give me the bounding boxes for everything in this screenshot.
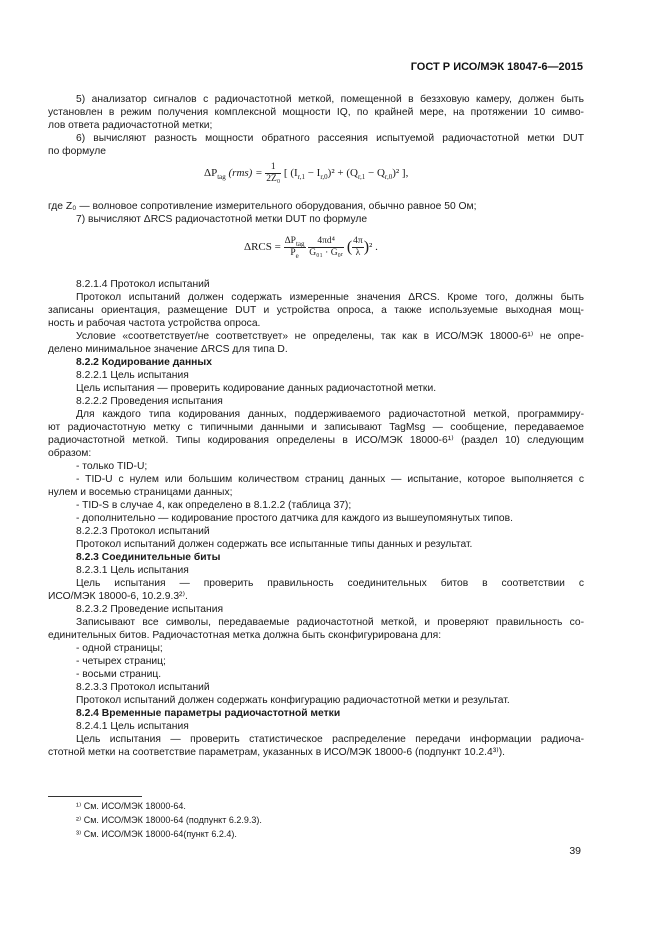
- text-line: Цель испытания — проверить кодирование данных радиочастотной метки.: [76, 383, 437, 394]
- formula1-b6: r,1: [357, 173, 366, 182]
- formula1-b7: − Q: [365, 167, 385, 180]
- text-line: Протокол испытаний должен содержать измеренные значения ΔRCS. Кроме того, должны быть: [76, 292, 584, 303]
- section-heading: 8.2.3 Соединительные биты: [76, 552, 221, 563]
- text-line: нулем и восемью страницами данных;: [48, 487, 233, 498]
- text-line: 7) вычисляют ΔRCS радиочастотной метки DUT по формуле: [76, 214, 368, 225]
- formula1-arg: (rms) =: [228, 167, 263, 180]
- formula2-frac1: [284, 236, 306, 259]
- footnote-1: ¹⁾ См. ИСО/МЭК 18000-64.: [76, 801, 186, 811]
- text-line: радиочастотной меткой. Типы кодирования определены в ИСО/МЭК 18000-6¹⁾ (раздел 10) следующим: [48, 435, 584, 446]
- text-line: 8.2.2.2 Проведения испытания: [76, 396, 223, 407]
- text-line: - TID-U с нулем или большим количеством страниц данных — испытание, которое выполняется с: [76, 474, 584, 485]
- formula1-fraction: [265, 162, 281, 185]
- text-line: стотной метки на соответствие параметрам, указанных в ИСО/МЭК 18000-6 (подпункт 10.2.4³⁾).: [48, 747, 505, 758]
- text-line: - четырех страниц;: [76, 656, 166, 667]
- footnote-separator: [48, 796, 142, 797]
- formula2-f1-den: P: [290, 248, 296, 258]
- text-line: - одной страницы;: [76, 643, 163, 654]
- page-number: 39: [569, 845, 581, 857]
- text-line: Протокол испытаний должен содержать конфигурацию радиочастотной метки и результат.: [76, 695, 510, 706]
- section-heading: 8.2.2 Кодирование данных: [76, 357, 212, 368]
- text-line: - восьми страниц.: [76, 669, 162, 680]
- text-line: ИСО/МЭК 18000-6, 10.2.9.3²⁾.: [48, 591, 188, 602]
- text-line: Протокол испытаний должен содержать все испытанные типы данных и результат.: [76, 539, 473, 550]
- formula2-lhs: ΔRCS =: [244, 241, 281, 254]
- section-heading: 8.2.4 Временные параметры радиочастотной метки: [76, 708, 341, 719]
- text-line: Для каждого типа кодирования данных, поддерживаемого радиочастотной меткой, программиру-: [76, 409, 584, 420]
- text-line: - дополнительно — кодирование простого датчика для каждого из вышеупомянутых типов.: [76, 513, 513, 524]
- formula2-f1-num-sub: tag: [295, 239, 305, 248]
- text-line: Цель испытания — проверить статистическое распределение передачи информации радиоча-: [76, 734, 584, 745]
- text-line: ют радиочастотную метку с типичными данными и записывают TagMsg — сообщение, передаваемое: [48, 422, 584, 433]
- formula1-lhs: ΔP: [204, 167, 218, 180]
- text-line: 8.2.3.3 Протокол испытаний: [76, 682, 210, 693]
- standard-header: ГОСТ Р ИСО/МЭК 18047-6—2015: [410, 61, 583, 73]
- text-line: - только TID-U;: [76, 461, 148, 472]
- text-line: Цель испытания — проверить правильность соединительных битов в соответствии с: [76, 578, 584, 589]
- text-line: 8.2.4.1 Цель испытания: [76, 721, 189, 732]
- formula1-body: [ (I: [283, 167, 298, 180]
- text-line: лов ответа радиочастотной метки;: [48, 120, 213, 131]
- text-line: - TID-S в случае 4, как определено в 8.1.2.2 (таблица 37);: [76, 500, 352, 511]
- footnote-2: ²⁾ См. ИСО/МЭК 18000-64 (подпункт 6.2.9.3).: [76, 815, 262, 825]
- text-line: Условие «соответствует/не соответствует» не определены, так как в ИСО/МЭК 18000-6¹⁾ не опре-: [76, 331, 584, 342]
- formula1-den: 2Z₀: [266, 174, 281, 184]
- text-line: по формуле: [48, 146, 106, 157]
- formula-delta-rcs: ΔRCS = $\frac{\Delta P_{tag}}{P_e}$ $\frac{\text{4πd⁴}}{\text{G₀₁ · G₀ᵣ}}$ ( $\frac{4\pi}{\lambda}$ )² .: [244, 236, 378, 260]
- formula2-frac3: [352, 236, 364, 259]
- text-line: 8.2.2.3 Протокол испытаний: [76, 526, 210, 537]
- formula1-b4: r,0: [320, 173, 328, 182]
- footnote-3: ³⁾ См. ИСО/МЭК 18000-64(пункт 6.2.4).: [76, 829, 237, 839]
- formula2-tail: ² .: [369, 241, 378, 254]
- text-line: 8.2.3.1 Цель испытания: [76, 565, 189, 576]
- formula2-f1-num: ΔP: [284, 236, 296, 246]
- formula-delta-p-tag: [204, 162, 408, 185]
- text-line: делено минимальное значение ΔRCS для типа D.: [48, 344, 288, 355]
- text-line: 5) анализатор сигналов с радиочастотной меткой, помещенной в беззховую камеру, должен быть: [76, 94, 584, 105]
- formula2-f2-den: G₀₁ · G₀ᵣ: [309, 248, 344, 258]
- text-line: ность и рабочая частота устройства опроса.: [48, 318, 261, 329]
- formula2-frac2: [308, 236, 344, 259]
- text-line: 6) вычисляют разность мощности обратного рассеяния испытуемой радиочастотной метки DUT: [76, 133, 584, 144]
- formula1-b5: )² + (Q: [327, 167, 358, 180]
- text-line: 8.2.1.4 Протокол испытаний: [76, 279, 210, 290]
- formula2-f2-num: 4πd⁴: [308, 236, 344, 248]
- text-line: где Z₀ — волновое сопротивление измерительного оборудования, обычно равное 50 Ом;: [48, 201, 477, 212]
- formula1-lhs-sub: tag: [217, 173, 226, 182]
- text-line: 8.2.3.2 Проведение испытания: [76, 604, 224, 615]
- text-line: 8.2.2.1 Цель испытания: [76, 370, 189, 381]
- formula2-f3-den: λ: [355, 248, 361, 258]
- text-line: образом:: [48, 448, 92, 459]
- text-line: единительных битов. Радиочастотная метка должна быть сконфигурирована для:: [48, 630, 442, 641]
- formula1-num: 1: [265, 162, 281, 174]
- formula1-b8: r,0: [384, 173, 393, 182]
- text-line: установлен в режим получения комплексной мощности IQ, по крайней мере, на протяжении 10 симво-: [48, 107, 584, 118]
- text-line: записаны ориентация, размещение DUT и устройства опроса, а также используемые выходная мощ-: [48, 305, 584, 316]
- formula1-b2: r,1: [297, 173, 305, 182]
- text-line: Записывают все символы, передаваемые радиочастотной меткой, и проверяют правильность со-: [76, 617, 584, 628]
- formula1-b9: )² ],: [392, 167, 409, 180]
- formula2-f3-num: 4π: [353, 236, 363, 246]
- formula1-b3: − I: [304, 167, 321, 180]
- formula2-f1-den-sub: e: [295, 251, 299, 260]
